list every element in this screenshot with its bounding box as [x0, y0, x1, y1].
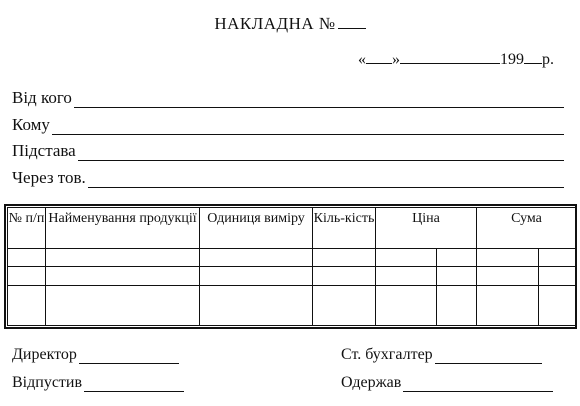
date-line: [358, 51, 554, 69]
invoice-number-field[interactable]: [338, 14, 366, 29]
to-label: Кому: [12, 115, 50, 134]
cell[interactable]: [313, 249, 376, 267]
cell[interactable]: [8, 285, 46, 325]
cell[interactable]: [376, 285, 437, 325]
table-row: [8, 267, 577, 285]
cell[interactable]: [376, 249, 437, 267]
day-field[interactable]: [366, 51, 392, 64]
header-price: Ціна: [376, 208, 477, 249]
cell[interactable]: [539, 267, 577, 285]
via-row: [12, 168, 564, 188]
released-label: Відпустив: [12, 374, 83, 391]
cell[interactable]: [437, 249, 477, 267]
cell[interactable]: [437, 267, 477, 285]
to-row: [12, 115, 564, 135]
cell[interactable]: [477, 285, 539, 325]
director-signature: [12, 346, 179, 364]
cell[interactable]: [539, 249, 577, 267]
from-label: Від кого: [12, 88, 72, 107]
header-sum: Сума: [477, 208, 577, 249]
cell[interactable]: [437, 285, 477, 325]
cell[interactable]: [8, 249, 46, 267]
cell[interactable]: [200, 249, 313, 267]
document-title: [0, 14, 580, 34]
cell[interactable]: [46, 249, 200, 267]
cell[interactable]: [539, 285, 577, 325]
basis-field[interactable]: [78, 146, 564, 161]
table-row: [8, 285, 577, 325]
header-qty: Кіль-кість: [313, 208, 376, 249]
cell[interactable]: [200, 267, 313, 285]
director-label: Директор: [12, 346, 77, 363]
cell[interactable]: [313, 285, 376, 325]
cell[interactable]: [477, 249, 539, 267]
table-row: [8, 249, 577, 267]
released-field[interactable]: [84, 379, 184, 392]
director-field[interactable]: [79, 351, 179, 364]
via-label: Через тов.: [12, 168, 86, 187]
via-field[interactable]: [88, 173, 564, 188]
from-row: [12, 88, 564, 108]
accountant-label: Ст. бухгалтер: [341, 346, 433, 363]
from-field[interactable]: [74, 93, 564, 108]
accountant-signature: [341, 346, 542, 364]
table-header-row: [8, 208, 577, 249]
title-text: НАКЛАДНА №: [214, 14, 336, 33]
year-prefix: 199: [500, 51, 524, 68]
header-num: № п/п: [8, 208, 46, 249]
cell[interactable]: [46, 267, 200, 285]
header-name: Найменування продукції: [46, 208, 200, 249]
received-field[interactable]: [403, 379, 553, 392]
accountant-field[interactable]: [435, 351, 542, 364]
basis-label: Підстава: [12, 141, 76, 160]
year-field[interactable]: [524, 51, 542, 64]
year-suffix: р.: [542, 51, 554, 68]
month-field[interactable]: [400, 51, 500, 64]
cell[interactable]: [313, 267, 376, 285]
date-close-quote: »: [392, 51, 400, 68]
received-signature: [341, 374, 553, 392]
header-unit: Одиниця виміру: [200, 208, 313, 249]
cell[interactable]: [46, 285, 200, 325]
date-open-quote: «: [358, 51, 366, 68]
basis-row: [12, 141, 564, 161]
released-signature: [12, 374, 184, 392]
cell[interactable]: [200, 285, 313, 325]
cell[interactable]: [376, 267, 437, 285]
to-field[interactable]: [52, 120, 564, 135]
cell[interactable]: [477, 267, 539, 285]
received-label: Одержав: [341, 374, 402, 391]
cell[interactable]: [8, 267, 46, 285]
goods-table: [7, 207, 577, 326]
